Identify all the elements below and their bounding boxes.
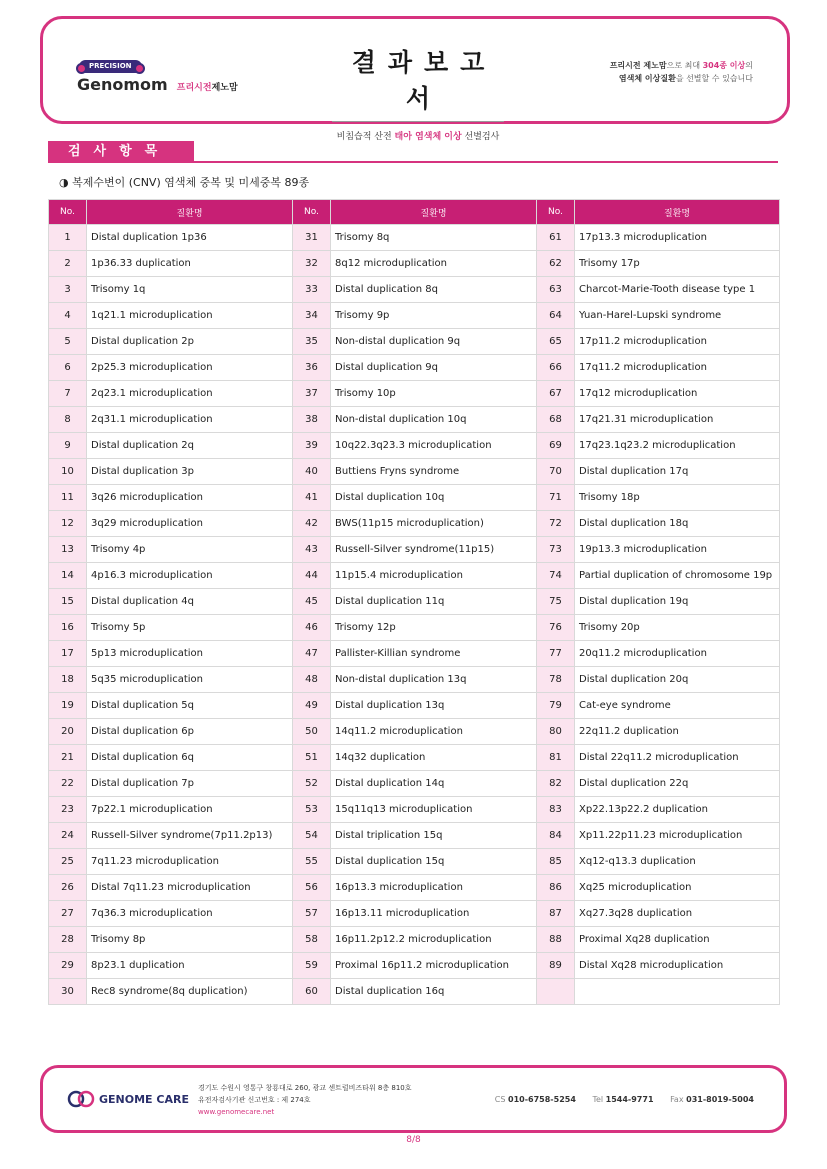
col-header-no: No. [49, 200, 87, 225]
table-row [49, 615, 780, 641]
disease-name-cell: Non-distal duplication 9q [331, 329, 537, 355]
disease-number-cell: 71 [537, 485, 575, 511]
cs-label: CS [494, 1095, 506, 1104]
disease-name-cell: Distal duplication 4q [87, 589, 293, 615]
disease-number-cell: 45 [293, 589, 331, 615]
disease-number-cell: 25 [49, 849, 87, 875]
disease-name-cell: Xp11.22p11.23 microduplication [575, 823, 780, 849]
disease-name-cell: 17q12 microduplication [575, 381, 780, 407]
table-row [49, 979, 780, 1005]
disease-number-cell: 40 [293, 459, 331, 485]
table-row [49, 771, 780, 797]
disease-number-cell: 38 [293, 407, 331, 433]
disease-number-cell: 60 [293, 979, 331, 1005]
tagline-line2-end: 을 선별할 수 있습니다 [675, 74, 753, 83]
genome-care-icon [67, 1090, 95, 1108]
disease-name-cell: Trisomy 5p [87, 615, 293, 641]
disease-number-cell: 85 [537, 849, 575, 875]
disease-name-cell: Charcot-Marie-Tooth disease type 1 [575, 277, 780, 303]
disease-name-cell: Distal duplication 17q [575, 459, 780, 485]
logo-word: Genomom [77, 75, 168, 94]
logo-sub-pink: 프리시전 [176, 83, 212, 93]
disease-name-cell: Yuan-Harel-Lupski syndrome [575, 303, 780, 329]
disease-number-cell: 44 [293, 563, 331, 589]
col-header-name: 질환명 [331, 200, 537, 225]
disease-number-cell: 9 [49, 433, 87, 459]
disease-number-cell: 78 [537, 667, 575, 693]
tel-label: Tel [592, 1095, 604, 1104]
table-row [49, 433, 780, 459]
disease-name-cell: Distal duplication 10q [331, 485, 537, 511]
disease-name-cell: Distal duplication 19q [575, 589, 780, 615]
tagline-count: 304종 이상 [702, 61, 746, 70]
disease-name-cell: 7q36.3 microduplication [87, 901, 293, 927]
disease-name-cell: 5q35 microduplication [87, 667, 293, 693]
disease-name-cell: 2q23.1 microduplication [87, 381, 293, 407]
disease-name-cell: Distal 22q11.2 microduplication [575, 745, 780, 771]
disease-name-cell: 17p11.2 microduplication [575, 329, 780, 355]
page-number: 8/8 [406, 1135, 421, 1145]
subtitle-post: 선별검사 [461, 132, 500, 142]
table-row [49, 875, 780, 901]
disease-number-cell: 88 [537, 927, 575, 953]
disease-number-cell: 62 [537, 251, 575, 277]
disease-number-cell: 89 [537, 953, 575, 979]
genome-care-logo [67, 1090, 189, 1108]
disease-number-cell: 82 [537, 771, 575, 797]
disease-name-cell: 2q31.1 microduplication [87, 407, 293, 433]
disease-name-cell: 16p11.2p12.2 microduplication [331, 927, 537, 953]
disease-number-cell: 55 [293, 849, 331, 875]
disease-name-cell: 8p23.1 duplication [87, 953, 293, 979]
disease-name-cell: Trisomy 12p [331, 615, 537, 641]
precision-genomom-logo [77, 53, 238, 94]
tel-number: 1544-9771 [605, 1095, 654, 1104]
disease-name-cell: 14q11.2 microduplication [331, 719, 537, 745]
disease-name-cell: Distal duplication 6p [87, 719, 293, 745]
disease-name-cell: Trisomy 8p [87, 927, 293, 953]
disease-name-cell: Pallister-Killian syndrome [331, 641, 537, 667]
tagline-mid: 으로 최대 [666, 61, 703, 70]
disease-number-cell: 65 [537, 329, 575, 355]
disease-name-cell: 17p13.3 microduplication [575, 225, 780, 251]
table-row [49, 277, 780, 303]
disease-number-cell: 83 [537, 797, 575, 823]
disease-number-cell: 21 [49, 745, 87, 771]
footer-address-block [198, 1082, 412, 1118]
disease-number-cell [537, 979, 575, 1005]
disease-name-cell: BWS(11p15 microduplication) [331, 511, 537, 537]
disease-number-cell: 32 [293, 251, 331, 277]
disease-number-cell: 46 [293, 615, 331, 641]
disease-name-cell: Partial duplication of chromosome 19p [575, 563, 780, 589]
disease-name-cell: 8q12 microduplication [331, 251, 537, 277]
disease-number-cell: 73 [537, 537, 575, 563]
disease-number-cell: 53 [293, 797, 331, 823]
table-row [49, 745, 780, 771]
table-row [49, 901, 780, 927]
disease-number-cell: 12 [49, 511, 87, 537]
disease-name-cell: Trisomy 17p [575, 251, 780, 277]
disease-name-cell: 17q21.31 microduplication [575, 407, 780, 433]
disease-number-cell: 27 [49, 901, 87, 927]
disease-number-cell: 20 [49, 719, 87, 745]
disease-name-cell: Distal duplication 22q [575, 771, 780, 797]
disease-number-cell: 34 [293, 303, 331, 329]
disease-number-cell: 8 [49, 407, 87, 433]
table-row [49, 329, 780, 355]
disease-number-cell: 76 [537, 615, 575, 641]
section-tag: 검사항목 [48, 141, 194, 162]
col-header-no: No. [293, 200, 331, 225]
company-name: GENOME CARE [99, 1092, 189, 1106]
table-row [49, 251, 780, 277]
table-row [49, 693, 780, 719]
disease-name-cell: 7p22.1 microduplication [87, 797, 293, 823]
disease-number-cell: 7 [49, 381, 87, 407]
disease-name-cell: 19p13.3 microduplication [575, 537, 780, 563]
disease-number-cell: 72 [537, 511, 575, 537]
disease-name-cell: Distal duplication 2p [87, 329, 293, 355]
disease-name-cell: Trisomy 8q [331, 225, 537, 251]
disease-number-cell: 81 [537, 745, 575, 771]
disease-name-cell: Distal duplication 13q [331, 693, 537, 719]
report-header [40, 16, 790, 142]
table-header-row [49, 200, 780, 225]
company-website-link[interactable]: www.genomecare.net [198, 1108, 275, 1116]
disease-name-cell: Xq27.3q28 duplication [575, 901, 780, 927]
disease-name-cell: Trisomy 9p [331, 303, 537, 329]
disease-name-cell: Trisomy 20p [575, 615, 780, 641]
disease-number-cell: 54 [293, 823, 331, 849]
disease-number-cell: 39 [293, 433, 331, 459]
col-header-no: No. [537, 200, 575, 225]
disease-name-cell: Rec8 syndrome(8q duplication) [87, 979, 293, 1005]
disease-number-cell: 59 [293, 953, 331, 979]
disease-number-cell: 86 [537, 875, 575, 901]
disease-name-cell: Distal duplication 8q [331, 277, 537, 303]
title-area [328, 43, 508, 142]
table-row [49, 927, 780, 953]
disease-number-cell: 47 [293, 641, 331, 667]
disease-name-cell: Distal duplication 15q [331, 849, 537, 875]
table-row [49, 225, 780, 251]
disease-number-cell: 19 [49, 693, 87, 719]
disease-number-cell: 58 [293, 927, 331, 953]
disease-name-cell: Distal duplication 18q [575, 511, 780, 537]
disease-number-cell: 69 [537, 433, 575, 459]
table-row [49, 667, 780, 693]
disease-number-cell: 36 [293, 355, 331, 381]
disease-name-cell: Non-distal duplication 13q [331, 667, 537, 693]
disease-number-cell: 84 [537, 823, 575, 849]
table-row [49, 797, 780, 823]
disease-number-cell: 16 [49, 615, 87, 641]
disease-number-cell: 77 [537, 641, 575, 667]
disease-name-cell: Russell-Silver syndrome(11p15) [331, 537, 537, 563]
table-row [49, 589, 780, 615]
disease-name-cell: 16p13.3 microduplication [331, 875, 537, 901]
disease-name-cell: Distal duplication 2q [87, 433, 293, 459]
disease-name-cell: Trisomy 1q [87, 277, 293, 303]
disease-name-cell: Distal duplication 14q [331, 771, 537, 797]
disease-number-cell: 13 [49, 537, 87, 563]
disease-number-cell: 14 [49, 563, 87, 589]
disease-number-cell: 43 [293, 537, 331, 563]
table-row [49, 537, 780, 563]
col-header-name: 질환명 [87, 200, 293, 225]
disease-name-cell: Trisomy 18p [575, 485, 780, 511]
disease-name-cell: 20q11.2 microduplication [575, 641, 780, 667]
disease-name-cell: Xq12-q13.3 duplication [575, 849, 780, 875]
disease-number-cell: 6 [49, 355, 87, 381]
disease-number-cell: 50 [293, 719, 331, 745]
disease-name-cell: 7q11.23 microduplication [87, 849, 293, 875]
disease-name-cell: Russell-Silver syndrome(7p11.2p13) [87, 823, 293, 849]
disease-number-cell: 24 [49, 823, 87, 849]
disease-number-cell: 48 [293, 667, 331, 693]
subtitle-pre: 비침습적 산전 [336, 132, 395, 142]
subtitle-highlight: 태아 염색체 이상 [394, 132, 462, 142]
disease-name-cell: Distal duplication 5q [87, 693, 293, 719]
disease-number-cell: 42 [293, 511, 331, 537]
cnv-disease-table [48, 199, 780, 1005]
disease-name-cell: Xq25 microduplication [575, 875, 780, 901]
disease-number-cell: 29 [49, 953, 87, 979]
table-row [49, 459, 780, 485]
disease-number-cell: 74 [537, 563, 575, 589]
fax-label: Fax [670, 1095, 684, 1104]
footer-contacts [495, 1095, 754, 1104]
disease-number-cell: 33 [293, 277, 331, 303]
disease-name-cell: 2p25.3 microduplication [87, 355, 293, 381]
disease-name-cell: Distal duplication 7p [87, 771, 293, 797]
disease-number-cell: 79 [537, 693, 575, 719]
table-row [49, 823, 780, 849]
table-row [49, 407, 780, 433]
disease-number-cell: 63 [537, 277, 575, 303]
table-row [49, 303, 780, 329]
disease-name-cell: Non-distal duplication 10q [331, 407, 537, 433]
logo-badge: PRECISION [79, 60, 142, 73]
disease-name-cell: Buttiens Fryns syndrome [331, 459, 537, 485]
disease-number-cell: 49 [293, 693, 331, 719]
disease-name-cell: Distal 7q11.23 microduplication [87, 875, 293, 901]
disease-name-cell: Distal duplication 9q [331, 355, 537, 381]
disease-name-cell: 11p15.4 microduplication [331, 563, 537, 589]
disease-name-cell: 10q22.3q23.3 microduplication [331, 433, 537, 459]
disease-number-cell: 75 [537, 589, 575, 615]
disease-number-cell: 68 [537, 407, 575, 433]
disease-name-cell: 14q32 duplication [331, 745, 537, 771]
disease-name-cell: 1p36.33 duplication [87, 251, 293, 277]
disease-name-cell: Distal duplication 3p [87, 459, 293, 485]
disease-name-cell: Trisomy 4p [87, 537, 293, 563]
header-tagline [610, 59, 753, 85]
disease-name-cell: Distal duplication 1p36 [87, 225, 293, 251]
disease-name-cell: Cat-eye syndrome [575, 693, 780, 719]
disease-number-cell: 10 [49, 459, 87, 485]
disease-name-cell: 16p13.11 microduplication [331, 901, 537, 927]
disease-number-cell: 23 [49, 797, 87, 823]
disease-name-cell: 22q11.2 duplication [575, 719, 780, 745]
disease-number-cell: 67 [537, 381, 575, 407]
disease-name-cell: 17q11.2 microduplication [575, 355, 780, 381]
table-row [49, 511, 780, 537]
tagline-disease: 염색체 이상질환 [618, 74, 676, 83]
fax-number: 031-8019-5004 [686, 1095, 754, 1104]
disease-number-cell: 31 [293, 225, 331, 251]
disease-name-cell: 3q29 microduplication [87, 511, 293, 537]
disease-number-cell: 61 [537, 225, 575, 251]
company-address: 경기도 수원시 영통구 창룡대로 260, 광교 센트럴비즈타워 8층 810호 [198, 1084, 412, 1092]
table-row [49, 563, 780, 589]
disease-number-cell: 28 [49, 927, 87, 953]
disease-name-cell: 5p13 microduplication [87, 641, 293, 667]
disease-number-cell: 41 [293, 485, 331, 511]
disease-number-cell: 57 [293, 901, 331, 927]
title-divider [332, 121, 504, 122]
disease-number-cell: 26 [49, 875, 87, 901]
logo-sub-dark: 제노맘 [211, 83, 238, 93]
table-row [49, 849, 780, 875]
report-title: 결과보고서 [351, 48, 497, 113]
disease-name-cell: Distal Xq28 microduplication [575, 953, 780, 979]
tagline-brand: 프리시전 제노맘 [609, 61, 667, 70]
tagline-end: 의 [745, 61, 753, 70]
table-row [49, 641, 780, 667]
report-footer [40, 1065, 787, 1133]
disease-name-cell [575, 979, 780, 1005]
disease-number-cell: 3 [49, 277, 87, 303]
disease-name-cell: Distal duplication 6q [87, 745, 293, 771]
disease-number-cell: 64 [537, 303, 575, 329]
disease-name-cell: 1q21.1 microduplication [87, 303, 293, 329]
table-row [49, 953, 780, 979]
disease-number-cell: 5 [49, 329, 87, 355]
disease-number-cell: 51 [293, 745, 331, 771]
disease-number-cell: 2 [49, 251, 87, 277]
disease-name-cell: 15q11q13 microduplication [331, 797, 537, 823]
disease-number-cell: 11 [49, 485, 87, 511]
cs-number: 010-6758-5254 [508, 1095, 576, 1104]
disease-name-cell: Proximal Xq28 duplication [575, 927, 780, 953]
disease-name-cell: 4p16.3 microduplication [87, 563, 293, 589]
disease-number-cell: 1 [49, 225, 87, 251]
table-row [49, 355, 780, 381]
disease-number-cell: 70 [537, 459, 575, 485]
section-bar [48, 141, 778, 163]
disease-number-cell: 17 [49, 641, 87, 667]
disease-number-cell: 66 [537, 355, 575, 381]
disease-number-cell: 30 [49, 979, 87, 1005]
disease-name-cell: Distal triplication 15q [331, 823, 537, 849]
disease-name-cell: Proximal 16p11.2 microduplication [331, 953, 537, 979]
table-row [49, 485, 780, 511]
disease-number-cell: 52 [293, 771, 331, 797]
disease-number-cell: 35 [293, 329, 331, 355]
disease-number-cell: 15 [49, 589, 87, 615]
disease-name-cell: 17q23.1q23.2 microduplication [575, 433, 780, 459]
disease-name-cell: Trisomy 10p [331, 381, 537, 407]
disease-number-cell: 4 [49, 303, 87, 329]
section-divider [48, 161, 778, 163]
disease-number-cell: 22 [49, 771, 87, 797]
cnv-heading: ◑ 복제수변이 (CNV) 염색체 중복 및 미세중복 89종 [59, 176, 310, 189]
disease-number-cell: 87 [537, 901, 575, 927]
disease-number-cell: 80 [537, 719, 575, 745]
license-number: 유전자검사기관 신고번호 : 제 274호 [198, 1096, 311, 1104]
disease-number-cell: 18 [49, 667, 87, 693]
table-row [49, 719, 780, 745]
table-row [49, 381, 780, 407]
disease-name-cell: Distal duplication 16q [331, 979, 537, 1005]
disease-name-cell: Distal duplication 11q [331, 589, 537, 615]
disease-number-cell: 37 [293, 381, 331, 407]
disease-name-cell: Xp22.13p22.2 duplication [575, 797, 780, 823]
disease-name-cell: Distal duplication 20q [575, 667, 780, 693]
col-header-name: 질환명 [575, 200, 780, 225]
disease-name-cell: 3q26 microduplication [87, 485, 293, 511]
disease-number-cell: 56 [293, 875, 331, 901]
